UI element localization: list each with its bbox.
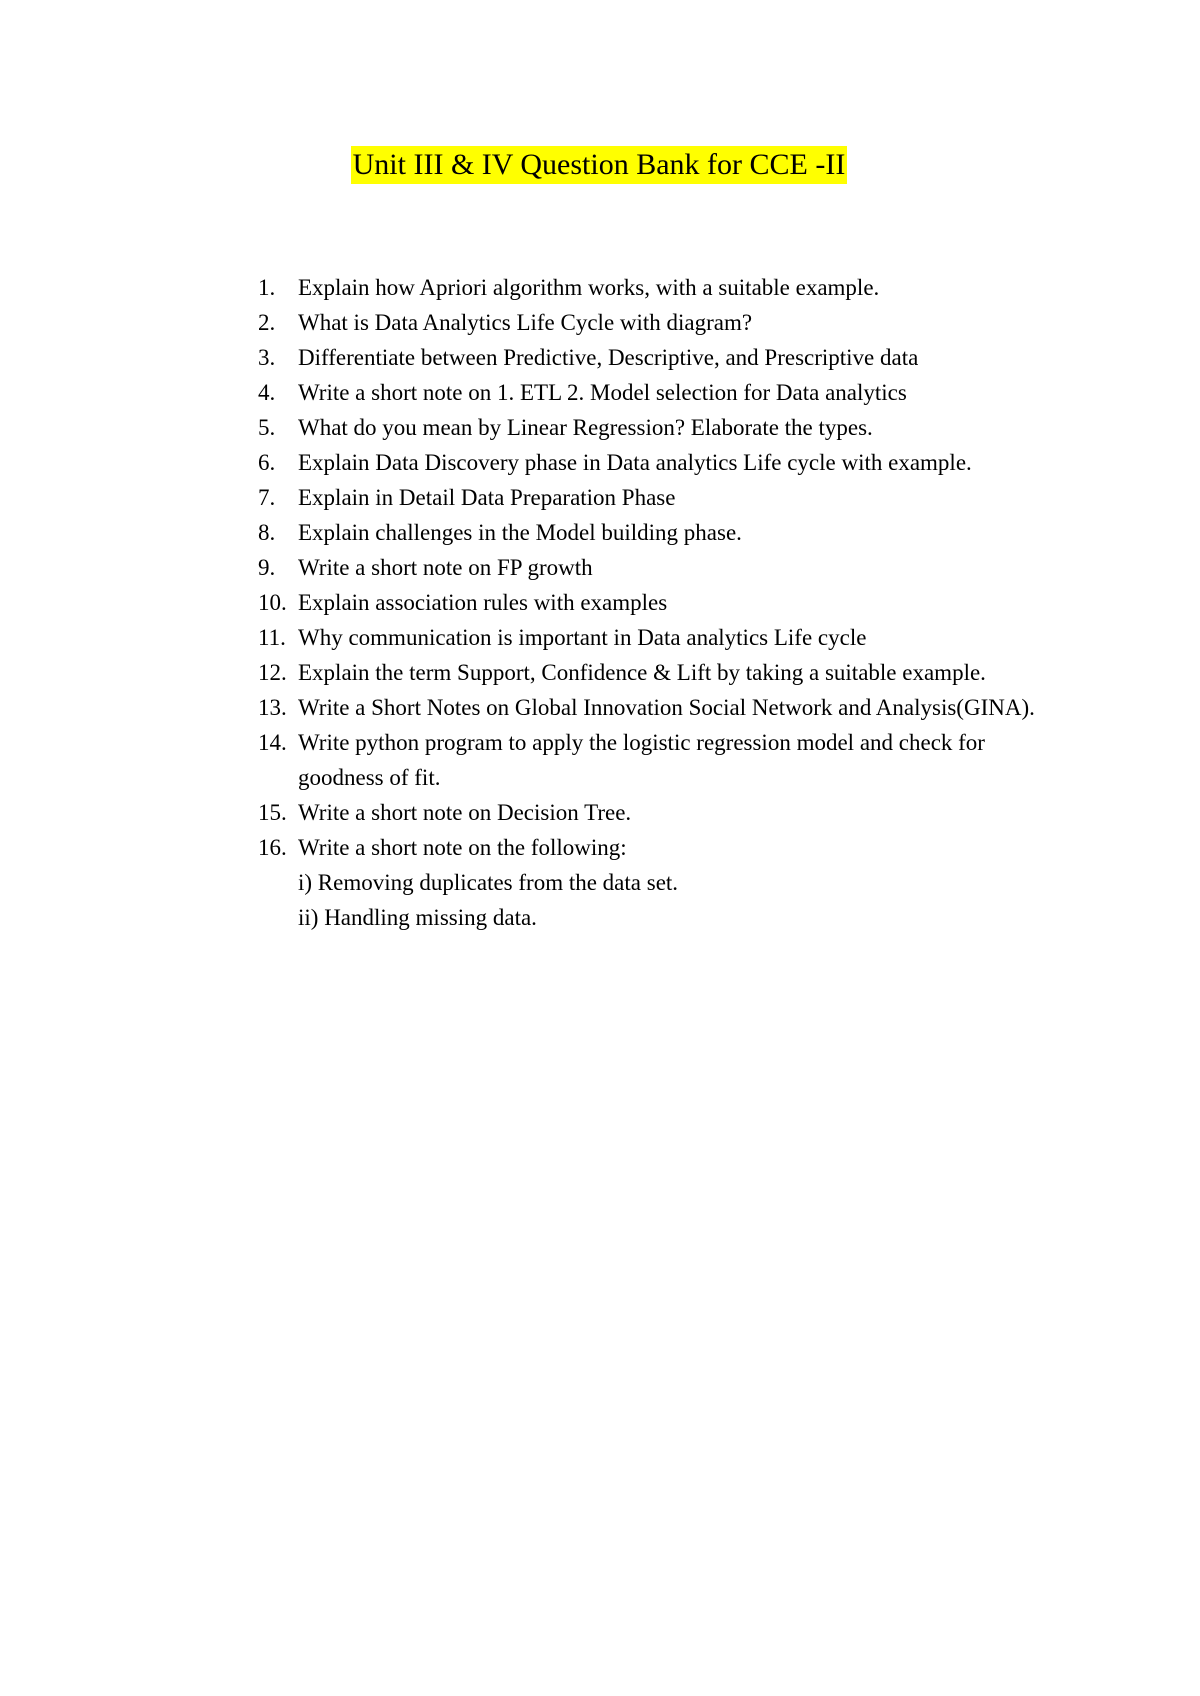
question-text: Write a short note on FP growth [298, 555, 593, 580]
question-text: Explain the term Support, Confidence & Lift by taking a suitable example. [298, 660, 986, 685]
question-item [258, 375, 1038, 410]
question-text: Write a short note on Decision Tree. [298, 800, 632, 825]
question-number: 10. [258, 590, 287, 615]
question-item [258, 410, 1038, 445]
question-item [258, 270, 1038, 305]
question-item [258, 480, 1038, 515]
question-number: 16. [258, 835, 287, 860]
question-item [258, 725, 1038, 795]
question-item [258, 690, 1038, 725]
question-number: 7. [258, 485, 276, 510]
question-text: Explain association rules with examples [298, 590, 668, 615]
question-item [258, 795, 1038, 830]
question-number: 5. [258, 415, 276, 440]
question-item [258, 585, 1038, 620]
question-text: Why communication is important in Data analytics Life cycle [298, 625, 867, 650]
question-item [258, 655, 1038, 690]
question-item [258, 305, 1038, 340]
title-container [0, 146, 1200, 184]
question-item [258, 550, 1038, 585]
question-number: 8. [258, 520, 276, 545]
question-text: Differentiate between Predictive, Descriptive, and Prescriptive data [298, 345, 919, 370]
question-item [258, 445, 1038, 480]
question-item [258, 620, 1038, 655]
question-text: Explain how Apriori algorithm works, with a suitable example. [298, 275, 880, 300]
question-text: Write a short note on 1. ETL 2. Model selection for Data analytics [298, 380, 907, 405]
question-text: Explain Data Discovery phase in Data analytics Life cycle with example. [298, 450, 972, 475]
question-item [258, 830, 1038, 935]
question-text: Write a Short Notes on Global Innovation Social Network and Analysis(GINA). [298, 695, 1035, 720]
question-number: 11. [258, 625, 286, 650]
page-title: Unit III & IV Question Bank for CCE -II [351, 146, 848, 184]
question-text: Explain challenges in the Model building phase. [298, 520, 742, 545]
question-number: 4. [258, 380, 276, 405]
question-number: 9. [258, 555, 276, 580]
question-number: 13. [258, 695, 287, 720]
question-subitem: i) Removing duplicates from the data set. [298, 870, 679, 895]
question-text: Write a short note on the following: [298, 835, 627, 860]
question-text: Explain in Detail Data Preparation Phase [298, 485, 676, 510]
question-text: What is Data Analytics Life Cycle with diagram? [298, 310, 753, 335]
question-subitem: ii) Handling missing data. [298, 905, 537, 930]
question-text: What do you mean by Linear Regression? Elaborate the types. [298, 415, 873, 440]
question-item [258, 340, 1038, 375]
question-number: 14. [258, 730, 287, 755]
question-number: 15. [258, 800, 287, 825]
question-text: Write python program to apply the logistic regression model and check for goodness of fit. [298, 730, 985, 790]
question-number: 3. [258, 345, 276, 370]
question-number: 1. [258, 275, 276, 300]
question-list [258, 270, 1038, 935]
question-number: 6. [258, 450, 276, 475]
question-number: 2. [258, 310, 276, 335]
question-number: 12. [258, 660, 287, 685]
question-item [258, 515, 1038, 550]
